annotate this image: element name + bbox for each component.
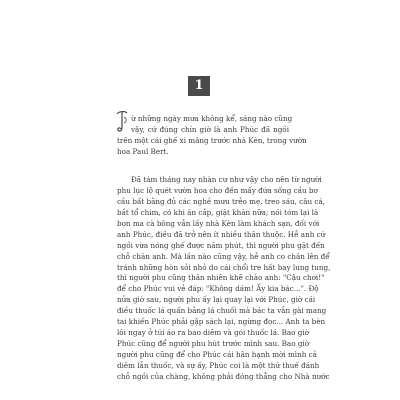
paragraph-2-line: thì người phu cũng thân nhiên khẽ chào anh: "Cậu chơi!" <box>117 273 325 283</box>
paragraph-2-line: Đã tám tháng nay nhàn cư như vậy cho nên từ người <box>131 175 322 184</box>
paragraph-2-line: bắt tổ chim, có khi ăn cắp, giặt khăn nữa; nói tóm lại là <box>117 207 319 217</box>
paragraph-1-line: vậy, cứ đúng chín giờ là anh Phúc đã ngồi <box>131 124 289 134</box>
paragraph-2-line: ngồi vừa nóng ghế được năm phút, thì người phu gặt đến <box>117 240 325 250</box>
chapter-number-badge <box>188 76 210 96</box>
paragraph-2-line: bọn ma cà bông vẫn lấy nhà Kèn làm khách sạn, đối với <box>117 218 320 228</box>
paragraph-2-line: chỗ chăn anh. Mà lần nào cũng vậy, hễ anh co chân lên để <box>117 251 330 261</box>
paragraph-2-line: lôi ngay ở túi áo ra bao diêm và gói thuốc lá. Bao giờ <box>117 328 309 338</box>
paragraph-2-line: tai khiến Phúc phải gập sách lại, ngừng đọc... Anh ta bèn <box>117 317 326 327</box>
paragraph-2-line: phu lục lộ quét vườn hoa cho đến mấy đứa sống cầu bơ <box>117 185 318 195</box>
paragraph-2-line: nửa giờ sau, người phu ấy lại quay lại với Phúc, giờ cái <box>117 295 316 305</box>
paragraph-2-line: chỗ ngồi của chàng, không phải đóng thẳng cho Nhà nước <box>117 371 330 381</box>
paragraph-2-line: điều thuốc lá quấn bằng lá chuối mà bác ta vẫn gài mang <box>117 306 327 316</box>
paragraph-1-line: ừ những ngày mưa không kể, sáng nào cũng <box>131 114 293 123</box>
chapter-number: 1 <box>194 78 204 93</box>
paragraph-1 <box>117 114 307 158</box>
paragraph-1-line: hoa Paul Bert. <box>117 146 169 156</box>
paragraph-1-line: trên một cái ghế xi măng trước nhà Kèn, trong vườn <box>117 135 307 145</box>
paragraph-2 <box>117 175 331 383</box>
paragraph-2-line: tránh những hòn sỏi nhỏ do cái chổi tre hất bay lung tung, <box>117 262 331 272</box>
paragraph-2-line: người phu cũng để cho Phúc cái hân hạnh mời mình cả <box>117 350 317 359</box>
paragraph-2-line: cầu bất bằng đủ các nghề mưu trẻo mẹ, treo sáu, câu cá, <box>117 196 325 206</box>
paragraph-2-line: Phúc cũng để người phu hút trước mình sau. Bao giờ <box>117 339 310 349</box>
paragraph-2-line: anh Phúc, điều đã trở nên ít nhiều thân thuộc. Hễ anh cứ <box>117 229 326 239</box>
paragraph-2-line: diêm lẫn thuốc, và sự ấy, Phúc coi là một thứ thuế đánh <box>117 360 320 370</box>
paragraph-2-line: để cho Phúc vui vẻ đáp: "Không dám! Ấy kia bác...". Độ <box>117 284 319 294</box>
